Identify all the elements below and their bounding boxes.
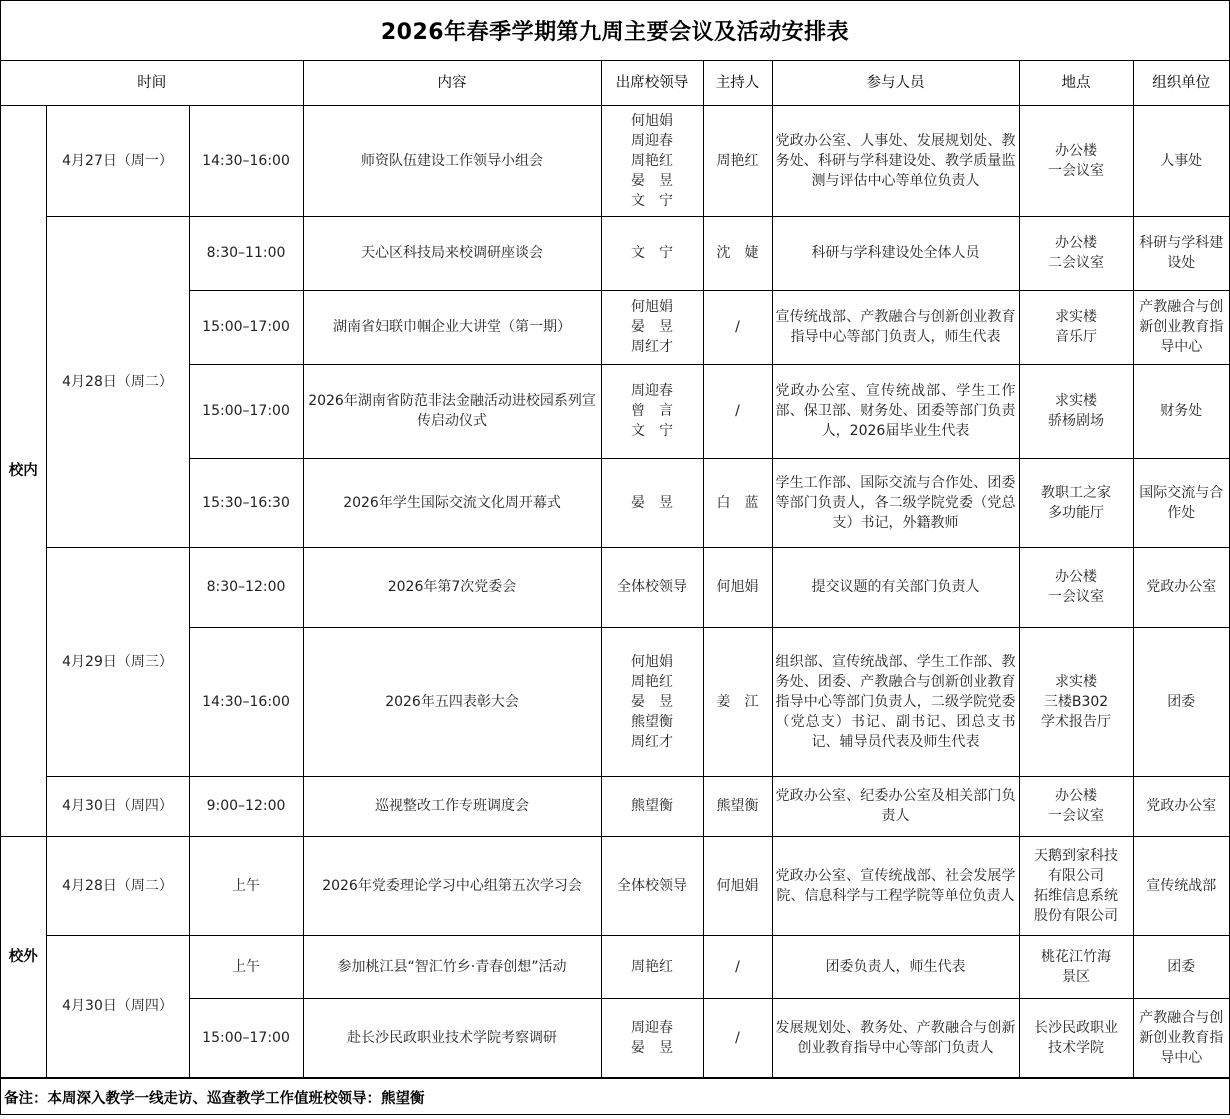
content-cell: 巡视整改工作专班调度会 [303,776,601,836]
date-cell: 4月28日（周二） [46,216,189,547]
organizer-cell: 财务处 [1133,364,1229,458]
location-cell [1019,290,1133,364]
time-cell: 9:00–12:00 [189,776,303,836]
location-line: 桃花江竹海 [1041,948,1112,965]
zone-label-outside: 校外 [1,836,46,1077]
leader-name: 曾 言 [631,403,674,419]
location-line: 骄杨剧场 [1048,413,1105,429]
organizer-cell: 党政办公室 [1133,547,1229,627]
header-participants: 参与人员 [772,61,1019,105]
header-location: 地点 [1019,61,1133,105]
host-cell: / [703,998,772,1077]
location-cell [1019,364,1133,458]
organizer-cell: 宣传统战部 [1133,836,1229,935]
organizer-cell: 党政办公室 [1133,776,1229,836]
leaders-cell [601,836,703,935]
time-cell: 15:00–17:00 [189,364,303,458]
leader-name: 文 宁 [631,245,674,261]
leader-name: 文 宁 [631,192,674,209]
location-line: 办公楼 [1055,235,1098,251]
participants-cell: 党政办公室、纪委办公室及相关部门负责人 [772,776,1019,836]
location-cell [1019,627,1133,776]
leaders-cell [601,290,703,364]
table-row [1,935,1229,998]
location-line: 多功能厅 [1048,504,1105,521]
host-cell: / [703,935,772,998]
location-cell [1019,776,1133,836]
date-cell: 4月30日（周四） [46,935,189,1077]
date-cell: 4月30日（周四） [46,776,189,836]
participants-cell: 团委负责人，师生代表 [772,935,1019,998]
location-line: 一会议室 [1048,589,1105,605]
leader-name: 晏 昱 [631,494,674,511]
time-cell: 14:30–16:00 [189,105,303,216]
location-line: 有限公司 [1048,867,1105,884]
zone-label-inside: 校内 [1,105,46,836]
location-line: 学术报告厅 [1041,713,1112,730]
participants-cell: 宣传统战部、产教融合与创新创业教育指导中心等部门负责人，师生代表 [772,290,1019,364]
time-cell: 上午 [189,836,303,935]
location-cell [1019,935,1133,998]
time-cell: 15:00–17:00 [189,998,303,1077]
leaders-cell [601,627,703,776]
location-line: 二会议室 [1048,255,1105,271]
location-line: 长沙民政职业 [1034,1019,1119,1036]
host-cell: 白 蓝 [703,458,772,547]
leader-name: 周艳红 [631,958,674,975]
leader-name: 周红才 [631,339,674,355]
leaders-cell [601,998,703,1077]
content-cell: 赴长沙民政职业技术学院考察调研 [303,998,601,1077]
date-cell: 4月27日（周一） [46,105,189,216]
leader-name: 何旭娟 [631,299,674,315]
location-cell [1019,458,1133,547]
leader-name: 熊望衡 [631,798,674,814]
leader-name: 周迎春 [631,132,674,149]
leaders-cell [601,105,703,216]
content-cell: 2026年第7次党委会 [303,547,601,627]
location-line: 音乐厅 [1055,329,1098,345]
table-row [1,547,1229,627]
leader-name: 周红才 [631,733,674,750]
date-cell: 4月28日（周二） [46,836,189,935]
location-line: 教职工之家 [1041,484,1112,501]
content-cell: 湖南省妇联巾帼企业大讲堂（第一期） [303,290,601,364]
organizer-cell: 团委 [1133,627,1229,776]
table-row [1,776,1229,836]
time-cell: 15:30–16:30 [189,458,303,547]
leader-name: 晏 昱 [631,1039,674,1056]
organizer-cell: 产教融合与创新创业教育指导中心 [1133,290,1229,364]
host-cell: / [703,290,772,364]
content-cell: 参加桃江县“智汇竹乡·青春创想”活动 [303,935,601,998]
header-time: 时间 [1,61,303,105]
organizer-cell: 国际交流与合作处 [1133,458,1229,547]
leader-name: 全体校领导 [617,877,688,894]
location-cell [1019,836,1133,935]
location-line: 天鹅到家科技 [1034,847,1119,864]
participants-cell: 党政办公室、宣传统战部、学生工作部、保卫部、财务处、团委等部门负责人，2026届毕业生代表 [772,364,1019,458]
host-cell: 沈 婕 [703,216,772,290]
content-cell: 师资队伍建设工作领导小组会 [303,105,601,216]
header-organizer: 组织单位 [1133,61,1229,105]
location-line: 办公楼 [1055,142,1098,159]
schedule-table [1,61,1229,1078]
content-cell: 天心区科技局来校调研座谈会 [303,216,601,290]
participants-cell: 组织部、宣传统战部、学生工作部、教务处、团委、产教融合与创新创业教育指导中心等部门负责人，二级学院党委（党总支）书记、副书记、团总支书记、辅导员代表及师生代表 [772,627,1019,776]
table-header-row [1,61,1229,105]
location-line: 办公楼 [1055,569,1098,585]
leader-name: 晏 昱 [631,693,674,710]
leaders-cell [601,458,703,547]
content-cell: 2026年五四表彰大会 [303,627,601,776]
leader-name: 晏 昱 [631,172,674,189]
organizer-cell: 团委 [1133,935,1229,998]
leaders-cell [601,216,703,290]
time-cell: 上午 [189,935,303,998]
footer-note: 备注：本周深入教学一线走访、巡查教学工作值班校领导：熊望衡 [1,1078,1229,1115]
content-cell: 2026年学生国际交流文化周开幕式 [303,458,601,547]
host-cell: 姜 江 [703,627,772,776]
location-line: 三楼B302 [1043,693,1109,710]
location-cell [1019,105,1133,216]
location-line: 股份有限公司 [1034,907,1119,924]
participants-cell: 提交议题的有关部门负责人 [772,547,1019,627]
location-line: 技术学院 [1048,1039,1105,1056]
date-cell: 4月29日（周三） [46,547,189,776]
table-row [1,836,1229,935]
leader-name: 熊望衡 [631,713,674,730]
location-cell [1019,547,1133,627]
time-cell: 8:30–11:00 [189,216,303,290]
leader-name: 何旭娟 [631,112,674,129]
leader-name: 周艳红 [631,673,674,690]
time-cell: 14:30–16:00 [189,627,303,776]
location-line: 拓维信息系统 [1034,887,1119,904]
location-line: 办公楼 [1055,788,1098,804]
leader-name: 全体校领导 [617,579,688,595]
table-row [1,105,1229,216]
header-leaders: 出席校领导 [601,61,703,105]
participants-cell: 学生工作部、国际交流与合作处、团委等部门负责人，各二级学院党委（党总支）书记，外籍教师 [772,458,1019,547]
host-cell: 何旭娟 [703,547,772,627]
header-content: 内容 [303,61,601,105]
leader-name: 文 宁 [631,423,674,439]
participants-cell: 党政办公室、宣传统战部、社会发展学院、信息科学与工程学院等单位负责人 [772,836,1019,935]
content-cell: 2026年党委理论学习中心组第五次学习会 [303,836,601,935]
time-cell: 15:00–17:00 [189,290,303,364]
host-cell: 周艳红 [703,105,772,216]
organizer-cell: 人事处 [1133,105,1229,216]
location-line: 一会议室 [1048,808,1105,824]
leaders-cell [601,776,703,836]
page-title: 2026年春季学期第九周主要会议及活动安排表 [1,1,1229,61]
location-line: 求实楼 [1055,673,1098,690]
table-row [1,216,1229,290]
participants-cell: 科研与学科建设处全体人员 [772,216,1019,290]
location-line: 求实楼 [1055,393,1098,409]
host-cell: 熊望衡 [703,776,772,836]
organizer-cell: 产教融合与创新创业教育指导中心 [1133,998,1229,1077]
location-cell [1019,216,1133,290]
leader-name: 晏 昱 [631,319,674,335]
leader-name: 周迎春 [631,383,674,399]
leader-name: 周迎春 [631,1019,674,1036]
host-cell: 何旭娟 [703,836,772,935]
location-line: 求实楼 [1055,309,1098,325]
leaders-cell [601,935,703,998]
leaders-cell [601,547,703,627]
location-line: 一会议室 [1048,162,1105,179]
header-host: 主持人 [703,61,772,105]
location-line: 景区 [1062,968,1091,985]
participants-cell: 党政办公室、人事处、发展规划处、教务处、科研与学科建设处、教学质量监测与评估中心等单位负责人 [772,105,1019,216]
host-cell: / [703,364,772,458]
time-cell: 8:30–12:00 [189,547,303,627]
participants-cell: 发展规划处、教务处、产教融合与创新创业教育指导中心等部门负责人 [772,998,1019,1077]
leader-name: 何旭娟 [631,653,674,670]
content-cell: 2026年湖南省防范非法金融活动进校园系列宣传启动仪式 [303,364,601,458]
organizer-cell: 科研与学科建设处 [1133,216,1229,290]
location-cell [1019,998,1133,1077]
leader-name: 周艳红 [631,152,674,169]
leaders-cell [601,364,703,458]
